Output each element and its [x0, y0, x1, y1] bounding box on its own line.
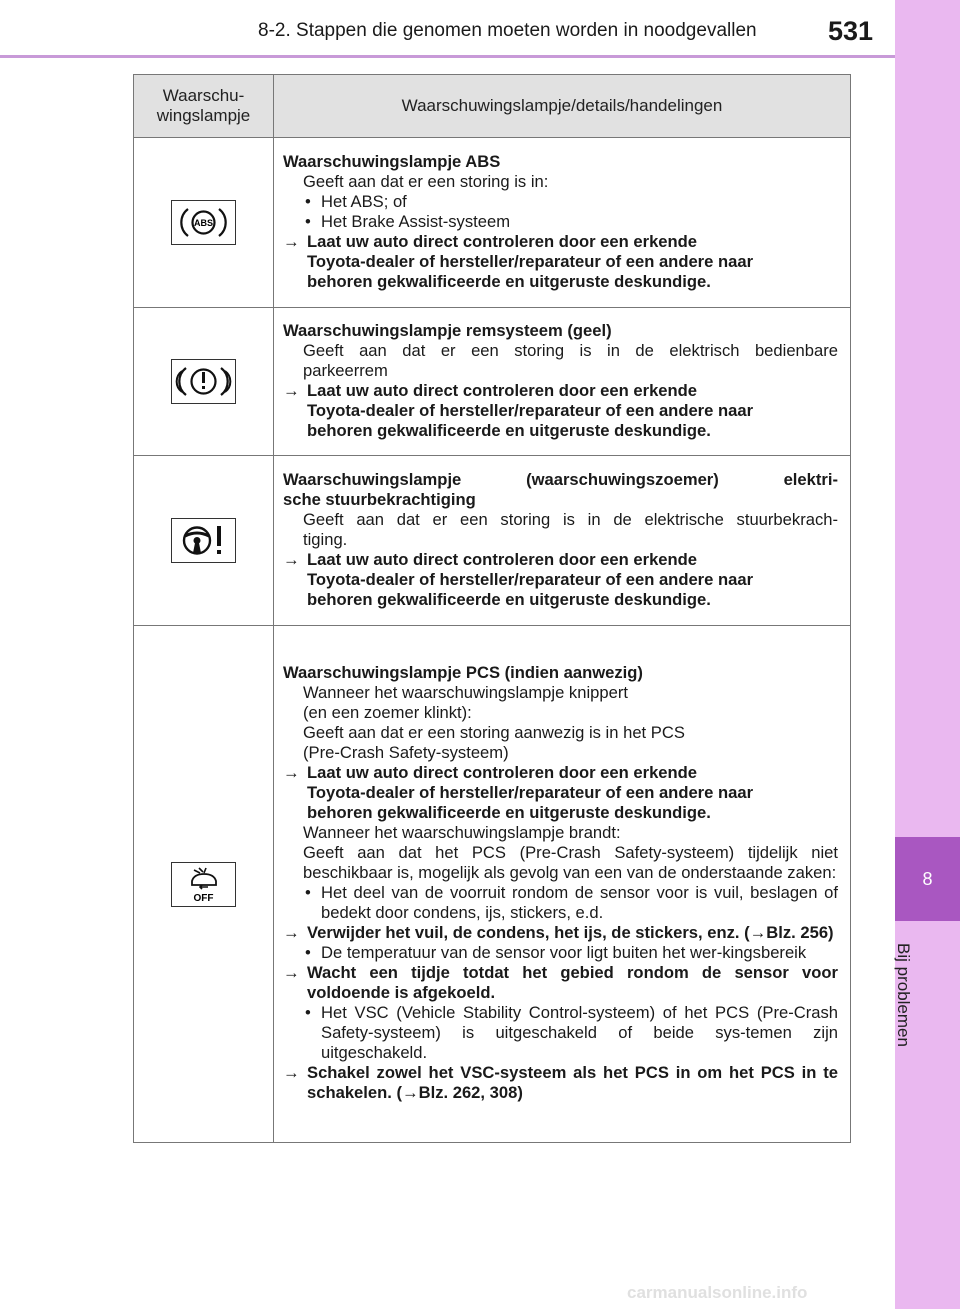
- list-item: • De temperatuur van de sensor voor ligt buiten het wer-kingsbereik: [305, 943, 807, 962]
- pcs-off-label: OFF: [193, 892, 214, 904]
- table-header-row: [134, 75, 851, 138]
- header-divider: [0, 55, 895, 58]
- pcs-off-icon: [171, 862, 236, 907]
- power-steering-warning-icon: [171, 518, 236, 563]
- list-item: • Het deel van de voorruit rondom de sensor voor is vuil, beslagen of bedekt door condens, ijs, stickers, e.d.: [305, 883, 838, 922]
- action-text: → Verwijder het vuil, de condens, het ijs, de stickers, enz. (→Blz. 256): [283, 923, 834, 942]
- table-row: ABS Waarschuwingslampje ABS Geeft aan dat er een storing is in: • Het ABS; of • Het Brake Assist-systeem → Laat uw auto direct controleren door een erkende Toyota-dealer of hersteller/reparateur of een andere naar behoren gekwalificeerde en uitgeruste deskundige.: [134, 138, 851, 308]
- table-row: OFF Waarschuwingslampje PCS (indien aanwezig) Wanneer het waarschuwingslampje knippert (en een zoemer klinkt): Geeft aan dat er een storing aanwezig is in het PCS (Pre-Crash Safety-systeem) → Laat uw auto direct controleren door een erkende Toyota-dealer of hersteller/reparateur of een andere naar behoren gekwalificeerde en uitgeruste deskundige. Wanneer het waarschuwingslampje brandt: Geeft aan dat het PCS (Pre-Crash Safety-systeem) tijdelijk niet beschikbaar is, mogelijk als gevolg van een van de onderstaande zaken: • Het deel van de voorruit rondom de sensor voor is vuil, beslagen of bedekt door condens, ijs, stickers, e.d. → Verwijder het vuil, de condens, het ijs, de stickers, enz. (→Blz. 256) • De temperatuur van de sensor voor ligt buiten het wer-kingsbereik → Wacht een tijdje totdat het gebied rondom de sensor voor voldoende is afgekoeld. • Het VSC (Vehicle Stability Control-systeem) of het PCS (Pre-Crash Safety-systeem) is uitgeschakeld of beide sys-temen zijn uitgeschakeld. → Schakel zowel het VSC-systeem als het PCS in om het PCS in te schakelen. (→Blz. 262, 308): [134, 626, 851, 1143]
- action-text: → Laat uw auto direct controleren door een erkende Toyota-dealer of hersteller/reparateur of een andere naar behoren gekwalificeerde en uitgeruste deskundige.: [283, 231, 754, 291]
- column-header-details: Waarschuwingslampje/details/handelingen: [274, 75, 851, 138]
- brake-system-warning-icon: [171, 359, 236, 404]
- page-number: 531: [828, 16, 874, 46]
- column-header-icon: Waarschu- wingslampje: [134, 75, 274, 138]
- action-text: → Laat uw auto direct controleren door een erkende Toyota-dealer of hersteller/reparateur of een andere naar behoren gekwalificeerde en uitgeruste deskundige.: [283, 549, 754, 609]
- list-item: • Het Brake Assist-systeem: [305, 211, 511, 231]
- row-title: Waarschuwingslampje ABS: [283, 151, 501, 171]
- chapter-label-wrap: [893, 930, 913, 1060]
- row-title: Waarschuwingslampje (waarschuwingszoemer) elektri-: [283, 469, 838, 489]
- chapter-number: 8: [895, 837, 960, 921]
- list-item: • Het VSC (Vehicle Stability Control-systeem) of het PCS (Pre-Crash Safety-systeem) is uitgeschakeld of beide sys-temen zijn uitgeschakeld.: [305, 1003, 838, 1062]
- action-text: → Schakel zowel het VSC-systeem als het PCS in om het PCS in te schakelen. (→Blz. 262, 308): [283, 1063, 838, 1102]
- action-text: → Laat uw auto direct controleren door een erkende Toyota-dealer of hersteller/reparateur of een andere naar behoren gekwalificeerde en uitgeruste deskundige.: [283, 380, 754, 440]
- abs-warning-icon: [171, 200, 236, 245]
- header-title: 8-2. Stappen die genomen moeten worden in noodgevallen: [258, 20, 757, 41]
- action-text: → Laat uw auto direct controleren door een erkende Toyota-dealer of hersteller/reparateur of een andere naar behoren gekwalificeerde en uitgeruste deskundige.: [283, 763, 754, 822]
- row-title: Waarschuwingslampje remsysteem (geel): [283, 320, 612, 340]
- table-row: Waarschuwingslampje remsysteem (geel) Geeft aan dat er een storing is in de elektrisch bedienbare parkeerrem → Laat uw auto direct controleren door een erkende Toyota-dealer of hersteller/reparateur of een andere naar behoren gekwalificeerde en uitgeruste deskundige.: [134, 308, 851, 456]
- action-text: → Wacht een tijdje totdat het gebied rondom de sensor voor voldoende is afgekoeld.: [283, 963, 838, 1002]
- side-tab: [895, 0, 960, 1309]
- table-row: Waarschuwingslampje (waarschuwingszoemer) elektri- sche stuurbekrachtiging Geeft aan dat er een storing is in de elektrische stuurbekrach- tiging. → Laat uw auto direct controleren door een erkende Toyota-dealer of hersteller/reparateur of een andere naar behoren gekwalificeerde en uitgeruste deskundige.: [134, 456, 851, 626]
- list-item: • Het ABS; of: [305, 191, 407, 211]
- svg-text:ABS: ABS: [193, 218, 214, 228]
- chapter-label: Bij problemen: [894, 943, 913, 1047]
- warning-lights-table: [133, 74, 851, 1143]
- watermark: carmanualsonline.info: [627, 1283, 808, 1302]
- row-title: Waarschuwingslampje PCS (indien aanwezig): [283, 663, 643, 682]
